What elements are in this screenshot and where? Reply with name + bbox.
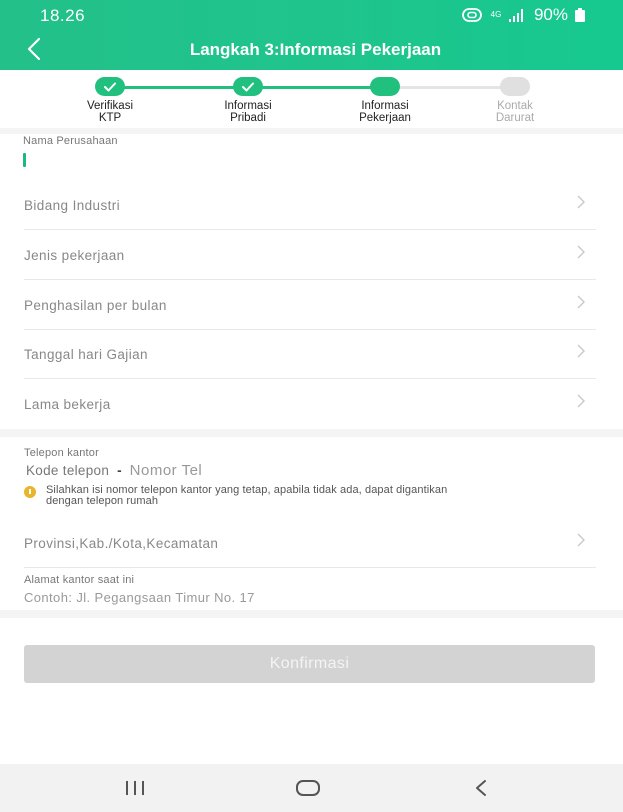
office-phone-label: Telepon kantor [24, 447, 99, 459]
info-icon [24, 486, 36, 498]
recent-apps-icon[interactable] [120, 776, 150, 800]
step-label-line: Verifikasi [86, 100, 134, 112]
monthly-income-select[interactable] [24, 280, 596, 330]
step-label-darurat [460, 100, 570, 124]
step-connector [385, 86, 515, 89]
battery-icon [575, 8, 585, 22]
region-select[interactable] [24, 518, 596, 568]
step-dot-ktp [95, 77, 125, 96]
job-type-label: Jenis pekerjaan [24, 248, 125, 263]
step-dot-pribadi [233, 77, 263, 96]
section-divider [0, 128, 623, 134]
chevron-right-icon [576, 244, 586, 260]
status-icons [461, 5, 585, 25]
home-icon[interactable] [293, 776, 323, 800]
industry-label: Bidang Industri [24, 198, 121, 213]
system-nav-bar [0, 764, 623, 812]
back-nav-icon[interactable] [466, 776, 496, 800]
network-type: 4G [490, 10, 502, 19]
chevron-right-icon [576, 532, 586, 548]
company-name-label: Nama Perusahaan [23, 135, 118, 147]
signal-icon [509, 8, 527, 22]
chevron-right-icon [576, 294, 586, 310]
check-icon [241, 81, 255, 93]
step-label-line: Kontak [497, 100, 533, 112]
step-label-line: Informasi [361, 100, 409, 112]
step-dot-pekerjaan [370, 77, 400, 96]
step-connector [110, 86, 248, 89]
step-label-line: KTP [98, 112, 122, 124]
text-caret [23, 153, 26, 167]
section-divider [0, 429, 623, 437]
office-address-input[interactable]: Contoh: Jl. Pegangsaan Timur No. 17 [24, 590, 255, 605]
note-line: Silahkan isi nomor telepon kantor yang tetap, apabila tidak ada, dapat digantikan [46, 484, 448, 496]
note-line: dengan telepon rumah [46, 495, 159, 507]
monthly-income-label: Penghasilan per bulan [24, 298, 167, 313]
section-divider [0, 610, 623, 618]
work-duration-select[interactable] [24, 379, 596, 429]
battery-percent: 90% [533, 5, 568, 24]
phone-number-input[interactable]: Nomor Tel [129, 462, 203, 479]
phone-note-text [46, 485, 447, 507]
step-label-ktp [55, 100, 165, 124]
chevron-right-icon [576, 393, 586, 409]
step-label-line: Darurat [495, 112, 535, 124]
nav-bar [0, 30, 623, 70]
progress-stepper [0, 70, 623, 132]
chevron-right-icon [576, 194, 586, 210]
company-name-input[interactable] [20, 148, 596, 178]
status-bar [0, 0, 623, 30]
step-label-line: Pribadi [230, 112, 266, 124]
phone-separator: - [117, 463, 122, 478]
status-time: 18.26 [40, 6, 86, 25]
check-icon [103, 81, 117, 93]
industry-select[interactable] [24, 180, 596, 230]
page-title: Langkah 3:Informasi Pekerjaan [189, 40, 442, 59]
job-type-select[interactable] [24, 230, 596, 280]
step-dot-darurat [500, 77, 530, 96]
step-label-pekerjaan [330, 100, 440, 124]
region-label: Provinsi,Kab./Kota,Kecamatan [24, 536, 219, 551]
phone-code-input[interactable]: Kode telepon [26, 463, 110, 478]
step-label-line: Informasi [224, 100, 272, 112]
office-address-label: Alamat kantor saat ini [24, 574, 135, 586]
nfc-icon [461, 7, 483, 23]
step-connector [248, 86, 385, 89]
payday-select[interactable] [24, 329, 596, 379]
confirm-button[interactable]: Konfirmasi [24, 645, 595, 683]
office-phone-row [26, 462, 202, 479]
payday-label: Tanggal hari Gajian [24, 347, 148, 362]
step-label-line: Pekerjaan [359, 112, 411, 124]
step-label-pribadi [193, 100, 303, 124]
app-header [0, 0, 623, 70]
chevron-right-icon [576, 343, 586, 359]
work-duration-label: Lama bekerja [24, 397, 111, 412]
